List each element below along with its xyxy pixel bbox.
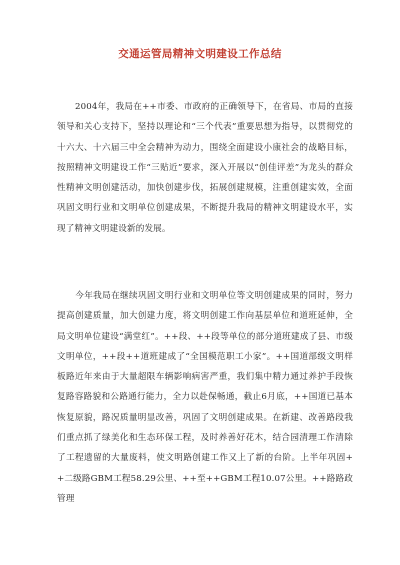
paragraph [57,97,353,239]
paragraph-text: 今年我局在继续巩固文明行业和文明单位等文明创建成果的同时，努力提高创建质量，加大创建力度，将文明创建工作向基层单位和道班延伸，全局文明单位建设“满堂红”。++段、++段等单位的部分道班建成了县、市级文明单位，++段++道班建成了“全国模范职工小家”。++国道部级文明样板路近年来由于大量超限车辆影响病害严重，我们集中精力通过养护手段恢复路容路貌和公路通行能力，全力以赴保畅通，截止6月底，++国道已基本恢复原貌，路况质量明显改善，巩固了文明创建成果。在新建、改善路段我们重点抓了绿美化和生态环保工程，及时养善好花木，结合园清理工作清除了工程遗留的大量废料，使文明路创建工作又上了新的台阶。上半年巩固++二级路GBM工程58.29公里、++至++GBM工程10.07公里。++路路政管理 [57,291,353,504]
paragraph [57,286,353,509]
document-title: 交通运管局精神文明建设工作总结 [118,48,282,60]
paragraph-text: 2004年，我局在++市委、市政府的正确领导下，在省局、市局的直接领导和关心支持下，坚持以理论和“三个代表”重要思想为指导，以贯彻党的十六大、十六届三中全会精神为动力，围绕全面建设小康社会的战略目标，按照精神文明建设工作“三贴近”要求，深入开展以“创佳评差”为龙头的群众性精神文明创建活动，加快创建步伐，拓展创建规模，注重创建实效，全面巩固文明行业和文明单位创建成果，不断提升我局的精神文明建设水平，实现了精神文明建设新的发展。 [57,102,353,234]
